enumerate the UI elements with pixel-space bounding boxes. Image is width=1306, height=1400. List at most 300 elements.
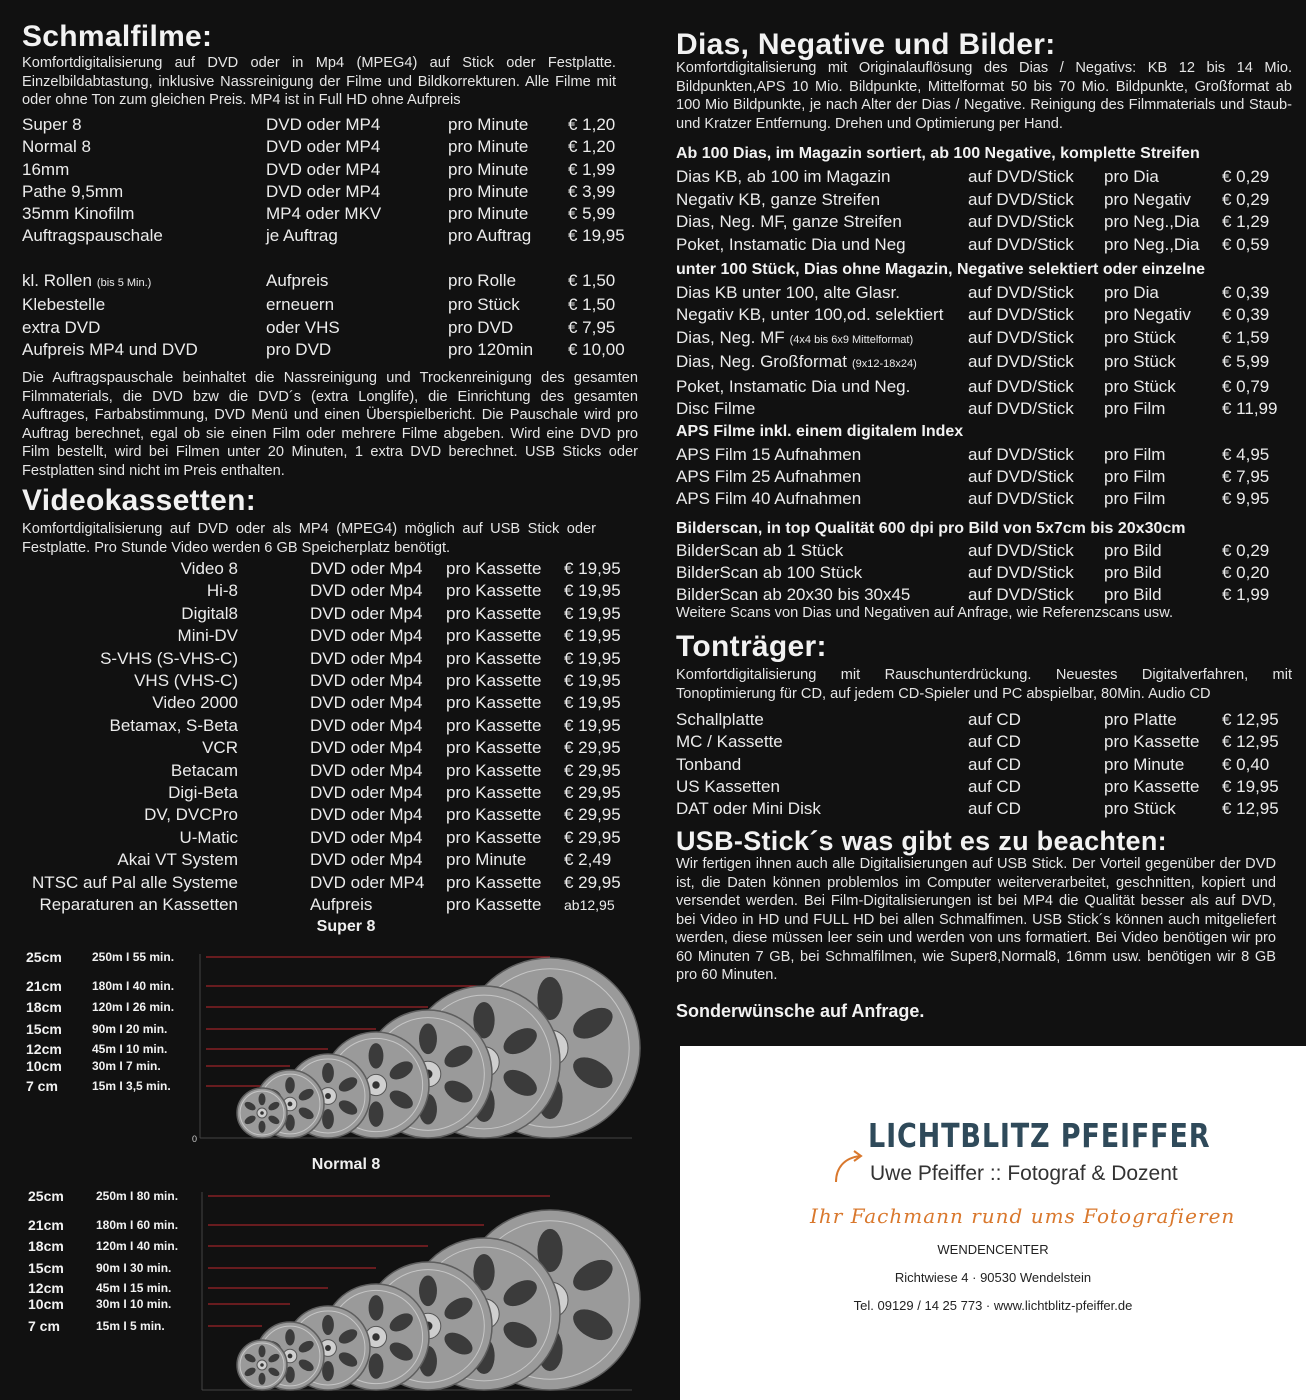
format-text: auf DVD/Stick — [968, 283, 1074, 302]
video-row — [22, 670, 644, 692]
contact: Tel. 09129 / 14 25 773 · www.lichtblitz-pfeiffer.de — [853, 1298, 1133, 1313]
dias-g1-format-cell — [968, 211, 1104, 234]
video-format-cell: DVD oder Mp4 — [310, 693, 423, 713]
unit-text: pro Kassette — [1104, 776, 1200, 796]
axis-zero-label: 0 — [192, 1134, 198, 1144]
schmalfilm-unit-cell — [448, 181, 568, 203]
format-text: auf DVD/Stick — [968, 563, 1074, 582]
name-text: APS Film 15 Aufnahmen — [676, 445, 862, 464]
unit-text: pro Film — [1104, 399, 1166, 419]
dias-g1-format-cell — [968, 189, 1104, 212]
schmalfilm-extra-format-cell — [266, 339, 448, 361]
format-text: DVD oder MP4 — [266, 137, 381, 157]
videokassetten-price-table — [22, 558, 644, 917]
dias-g1-unit-cell — [1104, 166, 1222, 189]
price-text: € 5,99 — [1222, 352, 1270, 372]
schmalfilm-extra-format-cell — [266, 294, 448, 316]
unit-text: pro Minute — [448, 115, 529, 134]
video-price-cell: € 19,95 — [564, 559, 621, 578]
dias-g2-price-cell — [1222, 376, 1292, 398]
name-text: Normal 8 — [22, 137, 91, 157]
format-text: auf DVD/Stick — [968, 167, 1074, 186]
price-text: € 19,95 — [1222, 776, 1279, 796]
reel-size-label: 25cm — [26, 949, 62, 965]
video-unit-cell: pro Kassette — [446, 805, 542, 825]
dias-g1-row — [676, 211, 1292, 234]
video-format-cell: DVD oder Mp4 — [310, 559, 423, 578]
dias-g4-price-cell — [1222, 540, 1292, 562]
reel-size-label: 15cm — [28, 1260, 64, 1276]
normal8-reel-svg — [22, 1182, 642, 1394]
video-price-cell: € 2,49 — [564, 850, 612, 870]
price-text: € 0,79 — [1222, 376, 1270, 396]
video-unit-cell: pro Kassette — [446, 626, 542, 646]
video-unit-cell: pro Kassette — [446, 827, 542, 847]
dias-g2-price-cell — [1222, 398, 1292, 420]
ton-row — [676, 731, 1292, 753]
video-name-cell: NTSC auf Pal alle Systeme — [32, 872, 238, 892]
video-format-cell: DVD oder Mp4 — [310, 581, 423, 601]
tontraeger-title: Tonträger: — [676, 630, 827, 663]
dias-g4-unit-cell — [1104, 584, 1222, 606]
dias-g2-format-cell — [968, 398, 1104, 420]
reel-capacity-label: 30m I 7 min. — [92, 1059, 161, 1073]
dias-g1-row — [676, 234, 1292, 257]
schmalfilm-extra-price-cell — [568, 270, 634, 294]
schmalfilm-extra-price-cell — [568, 339, 634, 361]
reel-size-label: 15cm — [26, 1021, 62, 1037]
schmalfilm-extra-name-cell — [22, 317, 266, 339]
videokassetten-intro: Komfortdigitalisierung auf DVD oder als MP4 (MPEG4) möglich auf USB Stick oder Festplatte. Pro Stunde Video werden 6 GB Speicherplatz benötigt. — [22, 521, 596, 556]
video-name-cell: Video 2000 — [152, 693, 238, 713]
name-text: US Kassetten — [676, 776, 780, 796]
ton-format-cell — [968, 709, 1104, 731]
dias-g1-price-cell — [1222, 166, 1292, 189]
dias-g2-price-cell — [1222, 304, 1292, 326]
name-text: APS Film 25 Aufnahmen — [676, 467, 862, 486]
dias-group4-table — [676, 540, 1292, 606]
schmalfilm-row — [22, 181, 634, 203]
schmalfilm-format-cell — [266, 203, 448, 225]
name-text: Aufpreis MP4 und DVD — [22, 339, 198, 359]
unit-text: pro Film — [1104, 489, 1166, 508]
ton-price-cell — [1222, 798, 1292, 820]
price-text: € 1,29 — [1222, 212, 1270, 231]
format-text: auf DVD/Stick — [968, 489, 1074, 508]
schmalfilm-price-cell — [568, 203, 634, 225]
unit-text: pro Negativ — [1104, 189, 1191, 209]
price-text: € 3,99 — [568, 181, 616, 201]
format-text: auf DVD/Stick — [968, 376, 1074, 396]
dias-g1-unit-cell — [1104, 211, 1222, 234]
dias-g1-format-cell — [968, 166, 1104, 189]
unit-text: pro Dia — [1104, 167, 1159, 186]
dias-g2-name-cell — [676, 282, 968, 304]
video-format-cell: DVD oder Mp4 — [310, 671, 423, 691]
format-text: Aufpreis — [266, 271, 329, 290]
tontraeger-intro: Komfortdigitalisierung mit Rauschunterdrückung. Neuestes Digitalverfahren, mit Tonoptimierung für CD, auf jedem CD-Spieler und PC abspielbar, 80Min. Audio CD — [676, 667, 1292, 702]
dias-g1-format-cell — [968, 234, 1104, 257]
video-format-cell: DVD oder Mp4 — [310, 850, 423, 870]
name-text: BilderScan ab 100 Stück — [676, 563, 863, 582]
schmalfilm-extra-unit-cell — [448, 317, 568, 339]
format-text: auf DVD/Stick — [968, 467, 1074, 486]
video-name-cell: Betacam — [170, 760, 238, 780]
price-text: € 10,00 — [568, 339, 625, 359]
video-name-cell: Akai VT System — [117, 850, 238, 870]
reel-capacity-label: 250m I 55 min. — [92, 950, 175, 964]
video-row — [22, 872, 644, 894]
name-text: BilderScan ab 20x30 bis 30x45 — [676, 585, 911, 604]
reel-size-label: 12cm — [28, 1280, 64, 1296]
usb-title: USB-Stick´s was gibt es zu beachten: — [676, 826, 1167, 856]
dias-g3-price-cell — [1222, 488, 1292, 510]
dias-g3-format-cell — [968, 466, 1104, 488]
ton-name-cell — [676, 754, 968, 776]
dias-g3-unit-cell — [1104, 466, 1222, 488]
dias-g2-name-cell — [676, 376, 968, 398]
unit-text: pro Kassette — [1104, 732, 1200, 752]
name-text: 35mm Kinofilm — [22, 204, 135, 224]
ton-unit-cell — [1104, 776, 1222, 798]
dias-g3-format-cell — [968, 488, 1104, 510]
schmalfilme-extras-table — [22, 270, 634, 361]
price-text: € 12,95 — [1222, 710, 1279, 729]
price-text: € 5,99 — [568, 204, 616, 224]
ton-name-cell — [676, 776, 968, 798]
tontraeger-price-table — [676, 709, 1292, 820]
video-row — [22, 894, 644, 916]
schmalfilme-intro: Komfortdigitalisierung auf DVD oder in Mp4 (MPEG4) auf Stick oder Festplatte. Einzelbildabtastung, inklusive Nassreinigung der Filme und Bildkorrekturen. Alle Filme mit oder ohne Ton zum gleichen Preis. MP4 ist in Full HD ohne Aufpreis — [22, 55, 616, 108]
ton-price-cell — [1222, 754, 1292, 776]
format-text: DVD oder MP4 — [266, 115, 381, 134]
dias-g4-format-cell — [968, 562, 1104, 584]
format-text: auf DVD/Stick — [968, 327, 1074, 347]
format-text: erneuern — [266, 295, 335, 315]
price-text: € 4,95 — [1222, 445, 1270, 464]
unit-text: pro Minute — [448, 181, 529, 201]
video-unit-cell: pro Kassette — [446, 581, 542, 601]
dias-g3-unit-cell — [1104, 444, 1222, 466]
unit-text: pro Film — [1104, 445, 1166, 464]
format-text: auf DVD/Stick — [968, 352, 1074, 372]
format-text: auf CD — [968, 799, 1021, 819]
video-row — [22, 827, 644, 849]
schmalfilm-extra-row — [22, 339, 634, 361]
unit-text: pro Minute — [1104, 754, 1185, 774]
dias-g4-row — [676, 562, 1292, 584]
format-text: auf DVD/Stick — [968, 189, 1074, 209]
schmalfilm-format-cell — [266, 181, 448, 203]
name-text: Schallplatte — [676, 710, 764, 729]
price-text: € 12,95 — [1222, 799, 1279, 819]
dias-intro: Komfortdigitalisierung mit Originalauflösung des Dias / Negativs: KB 12 bis 14 Mio. Bildpunkten,APS 10 Mio. Bildpunkte, Mittelformat 50 bis 70 Mio. Bildpunkte, Großformat ab 100 Mio Bildpunkte, je nach Alter der Dias / Negative. Reinigung des Filmmaterials und Staub- und Kratzer Entfernung. Drehen und Optimierung per Hand. — [676, 60, 1292, 132]
schmalfilm-extra-name-cell — [22, 339, 266, 361]
video-price-cell: € 19,95 — [564, 693, 621, 713]
ton-row — [676, 798, 1292, 820]
film-reel-icon — [237, 1088, 287, 1138]
video-unit-cell: pro Kassette — [446, 693, 542, 713]
dias-group1-heading: Ab 100 Dias, im Magazin sortiert, ab 100 Negative, komplette Streifen — [676, 145, 1200, 162]
ton-format-cell — [968, 731, 1104, 753]
price-text: € 0,39 — [1222, 283, 1270, 302]
dias-g2-name-cell — [676, 304, 968, 326]
dias-g2-price-cell — [1222, 351, 1292, 375]
schmalfilm-extra-name-cell — [22, 270, 266, 294]
dias-g3-name-cell — [676, 466, 968, 488]
video-format-cell: DVD oder Mp4 — [310, 783, 423, 803]
price-text: € 9,95 — [1222, 489, 1270, 508]
format-text: DVD oder MP4 — [266, 181, 381, 201]
format-text: auf DVD/Stick — [968, 541, 1074, 560]
video-name-cell: U-Matic — [179, 827, 238, 847]
schmalfilm-row — [22, 114, 634, 136]
dias-g3-row — [676, 488, 1292, 510]
dias-g2-name-cell — [676, 351, 968, 375]
video-name-cell: Video 8 — [180, 559, 238, 578]
schmalfilm-price-cell — [568, 159, 634, 181]
price-text: € 1,20 — [568, 137, 616, 157]
price-text: € 1,20 — [568, 115, 616, 134]
price-text: € 1,50 — [568, 295, 616, 315]
dias-g3-row — [676, 444, 1292, 466]
price-text: € 12,95 — [1222, 732, 1279, 752]
price-text: € 0,59 — [1222, 234, 1270, 254]
video-row — [22, 648, 644, 670]
reel-capacity-label: 180m I 60 min. — [96, 1218, 179, 1232]
dias-g2-row — [676, 327, 1292, 351]
dias-g1-price-cell — [1222, 211, 1292, 234]
note-text: (9x12-18x24) — [852, 358, 917, 371]
video-format-cell: Aufpreis — [310, 895, 373, 915]
dias-g1-price-cell — [1222, 189, 1292, 212]
schmalfilm-format-cell — [266, 159, 448, 181]
ton-row — [676, 754, 1292, 776]
ton-unit-cell — [1104, 798, 1222, 820]
dias-g3-name-cell — [676, 444, 968, 466]
format-text: pro DVD — [266, 339, 332, 359]
video-name-cell: DV, DVCPro — [144, 805, 238, 825]
price-text: € 0,29 — [1222, 167, 1270, 186]
schmalfilm-extra-unit-cell — [448, 339, 568, 361]
dias-g2-format-cell — [968, 376, 1104, 398]
name-text: Poket, Instamatic Dia und Neg — [676, 234, 906, 254]
reel-size-label: 18cm — [28, 1238, 64, 1254]
ton-unit-cell — [1104, 754, 1222, 776]
unit-text: pro Bild — [1104, 541, 1162, 560]
format-text: auf DVD/Stick — [968, 399, 1074, 419]
normal8-chart-title: Normal 8 — [311, 1156, 381, 1173]
note-text: (4x4 bis 6x9 Mittelformat) — [789, 333, 914, 346]
ton-name-cell — [676, 709, 968, 731]
name-text: Klebestelle — [22, 295, 106, 315]
video-row — [22, 558, 644, 580]
ton-unit-cell — [1104, 709, 1222, 731]
dias-g2-format-cell — [968, 327, 1104, 351]
schmalfilm-row — [22, 159, 634, 181]
dias-g2-unit-cell — [1104, 376, 1222, 398]
price-text: € 1,99 — [568, 159, 616, 179]
dias-g4-name-cell — [676, 562, 968, 584]
video-price-cell: € 19,95 — [564, 648, 621, 668]
video-row — [22, 849, 644, 871]
format-text: oder VHS — [266, 317, 340, 337]
schmalfilm-extra-name-cell — [22, 294, 266, 316]
video-format-cell: DVD oder Mp4 — [310, 715, 423, 735]
video-price-cell: € 19,95 — [564, 671, 621, 691]
unit-text: pro Negativ — [1104, 305, 1191, 325]
sonderwuensche-text: Sonderwünsche auf Anfrage. — [676, 1001, 925, 1021]
name-text: Auftragspauschale — [22, 226, 163, 246]
schmalfilm-extra-price-cell — [568, 317, 634, 339]
name-text: Poket, Instamatic Dia und Neg. — [676, 376, 911, 396]
schmalfilm-name-cell — [22, 181, 266, 203]
price-text: € 0,29 — [1222, 189, 1270, 209]
schmalfilm-name-cell — [22, 114, 266, 136]
video-price-cell: € 19,95 — [564, 626, 621, 646]
video-price-cell: € 29,95 — [564, 738, 621, 758]
format-text: auf CD — [968, 710, 1021, 729]
dias-g4-unit-cell — [1104, 540, 1222, 562]
unit-text: pro Minute — [448, 204, 529, 224]
video-row — [22, 760, 644, 782]
video-format-cell: DVD oder Mp4 — [310, 805, 423, 825]
price-text: € 11,99 — [1222, 399, 1278, 419]
reel-size-label: 7 cm — [26, 1078, 58, 1094]
video-format-cell: DVD oder Mp4 — [310, 760, 423, 780]
format-text: MP4 oder MKV — [266, 204, 382, 224]
format-text: auf DVD/Stick — [968, 212, 1074, 231]
schmalfilm-format-cell — [266, 136, 448, 158]
video-price-cell: € 29,95 — [564, 872, 621, 892]
video-format-cell: DVD oder Mp4 — [310, 827, 423, 847]
video-name-cell: Digital8 — [181, 603, 238, 623]
video-price-cell: ab12,95 — [564, 897, 615, 914]
super8-reel-svg — [22, 944, 642, 1144]
unit-text: pro Stück — [448, 295, 520, 315]
price-text: € 1,59 — [1222, 327, 1270, 347]
video-unit-cell: pro Kassette — [446, 603, 542, 623]
name-text: Disc Filme — [676, 399, 756, 419]
unit-text: pro Stück — [1104, 376, 1176, 396]
dias-g4-name-cell — [676, 584, 968, 606]
price-text: € 7,95 — [1222, 467, 1270, 486]
dias-group3-heading: APS Filme inkl. einem digitalem Index — [676, 423, 964, 440]
unit-text: pro Dia — [1104, 283, 1159, 302]
name-text: MC / Kassette — [676, 732, 783, 752]
reel-capacity-label: 30m I 10 min. — [96, 1297, 172, 1311]
dias-g1-name-cell — [676, 234, 968, 257]
video-name-cell: Digi-Beta — [168, 783, 238, 803]
video-price-cell: € 29,95 — [564, 783, 621, 803]
note-text: (bis 5 Min.) — [96, 277, 152, 289]
video-format-cell: DVD oder Mp4 — [310, 626, 423, 646]
dias-g3-price-cell — [1222, 466, 1292, 488]
dias-g2-row — [676, 351, 1292, 375]
dias-g4-row — [676, 540, 1292, 562]
schmalfilm-extra-row — [22, 270, 634, 294]
video-format-cell: DVD oder Mp4 — [310, 738, 423, 758]
dias-g2-row — [676, 376, 1292, 398]
schmalfilm-price-cell — [568, 136, 634, 158]
dias-g1-name-cell — [676, 166, 968, 189]
ton-price-cell — [1222, 776, 1292, 798]
videokassetten-title: Videokassetten: — [22, 484, 257, 517]
schmalfilm-name-cell — [22, 159, 266, 181]
dias-g1-row — [676, 189, 1292, 212]
price-text: € 1,50 — [568, 271, 616, 290]
dias-group4-heading: Bilderscan, in top Qualität 600 dpi pro Bild von 5x7cm bis 20x30cm — [676, 520, 1186, 537]
ton-price-cell — [1222, 709, 1292, 731]
dias-g4-unit-cell — [1104, 562, 1222, 584]
video-unit-cell: pro Minute — [446, 850, 527, 870]
unit-text: pro Rolle — [448, 271, 517, 290]
video-row — [22, 804, 644, 826]
dias-g3-row — [676, 466, 1292, 488]
schmalfilme-title: Schmalfilme: — [22, 20, 213, 53]
name-text: 16mm — [22, 159, 70, 179]
video-name-cell: VCR — [202, 738, 238, 758]
reel-size-label: 12cm — [26, 1041, 62, 1057]
reel-capacity-label: 45m I 15 min. — [96, 1281, 172, 1295]
dias-g2-unit-cell — [1104, 327, 1222, 351]
video-unit-cell: pro Kassette — [446, 760, 542, 780]
price-text: € 0,40 — [1222, 754, 1270, 774]
video-unit-cell: pro Kassette — [446, 559, 542, 578]
name-text: Dias, Neg. MF, ganze Streifen — [676, 212, 902, 231]
ton-format-cell — [968, 798, 1104, 820]
format-text: auf CD — [968, 776, 1021, 796]
video-row — [22, 692, 644, 714]
video-name-cell: Betamax, S-Beta — [109, 715, 238, 735]
video-row — [22, 737, 644, 759]
name-text: APS Film 40 Aufnahmen — [676, 489, 862, 508]
video-price-cell: € 29,95 — [564, 805, 621, 825]
unit-text: pro Platte — [1104, 710, 1177, 729]
dias-g1-unit-cell — [1104, 234, 1222, 257]
usb-text: Wir fertigen ihnen auch alle Digitalisierungen auf USB Stick. Der Vorteil gegenüber der DVD ist, die Daten können problemlos im Computer weiterverarbeitet, geschnitten, kopiert und versendet werden. Bei Film-Digitalisierungen ist bei MP4 die Qualität besser als auf DVD, bei Video in HD und FULL HD bei allen Schmalfimen. USB Stick´s können auch mitgeliefert werden, diese müssen leer sein und werden von uns formatiert. Bei Video benötigen wir pro 60 Minuten 7 GB, bei Schmalfilmen, wie Super8,Normal8, 16mm usw. benötigen wir 8 GB pro 60 Minuten. — [676, 856, 1276, 983]
dias-g2-unit-cell — [1104, 304, 1222, 326]
format-text: auf DVD/Stick — [968, 585, 1074, 604]
dias-g1-name-cell — [676, 211, 968, 234]
reel-size-label: 10cm — [28, 1296, 64, 1312]
reel-capacity-label: 45m I 10 min. — [92, 1042, 168, 1056]
reel-capacity-label: 15m I 3,5 min. — [92, 1079, 171, 1093]
schmalfilm-extra-unit-cell — [448, 294, 568, 316]
dias-g4-price-cell — [1222, 584, 1292, 606]
dias-g2-unit-cell — [1104, 351, 1222, 375]
ton-row — [676, 709, 1292, 731]
reel-size-label: 21cm — [26, 978, 62, 994]
schmalfilm-extra-format-cell — [266, 270, 448, 294]
name-text: Dias, Neg. Großformat — [676, 352, 847, 372]
video-unit-cell: pro Kassette — [446, 783, 542, 803]
name-text: Pathe 9,5mm — [22, 181, 124, 201]
reel-size-label: 21cm — [28, 1217, 64, 1233]
unit-text: pro Minute — [448, 159, 529, 179]
unit-text: pro 120min — [448, 339, 534, 359]
reel-capacity-label: 90m I 20 min. — [92, 1022, 168, 1036]
name-text: Tonband — [676, 754, 742, 774]
reel-capacity-label: 120m I 40 min. — [96, 1239, 179, 1253]
schmalfilm-unit-cell — [448, 159, 568, 181]
name-text: Negativ KB, ganze Streifen — [676, 189, 881, 209]
video-format-cell: DVD oder Mp4 — [310, 603, 423, 623]
dias-g2-name-cell — [676, 398, 968, 420]
video-unit-cell: pro Kassette — [446, 738, 542, 758]
video-price-cell: € 29,95 — [564, 760, 621, 780]
video-price-cell: € 19,95 — [564, 581, 621, 601]
